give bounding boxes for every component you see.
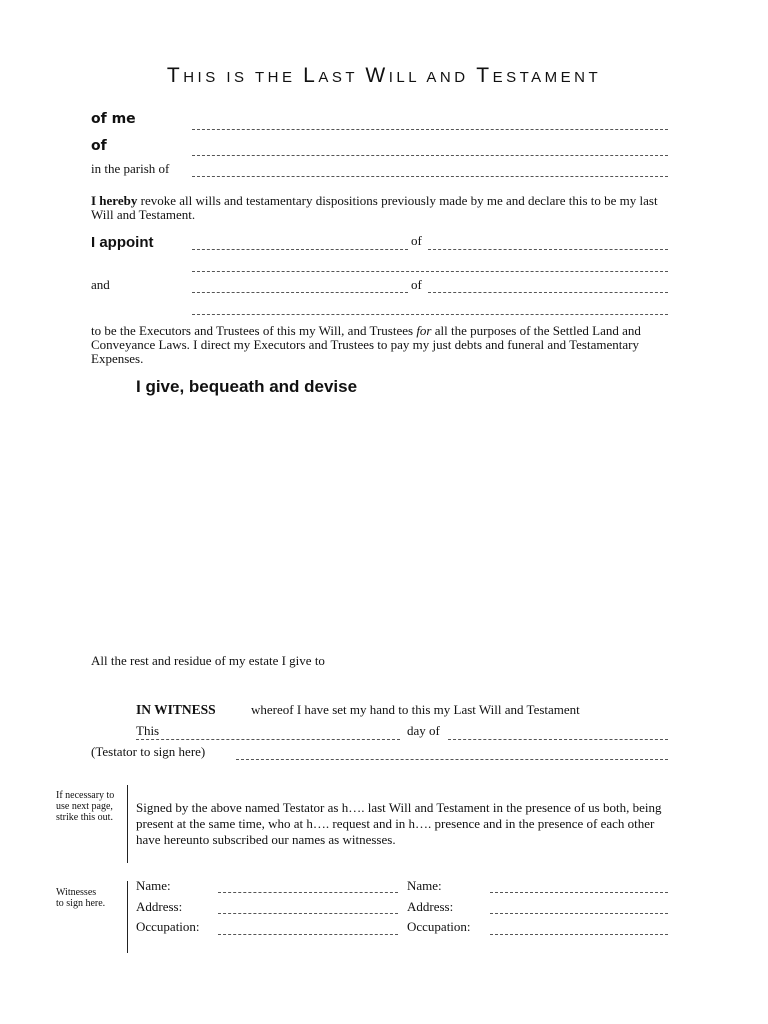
executors-paragraph xyxy=(91,324,685,366)
parish-label: in the parish of xyxy=(91,161,170,176)
month-year-line[interactable] xyxy=(448,739,668,740)
parish-line[interactable] xyxy=(192,176,668,177)
witness-2-name-label: Name: xyxy=(407,878,442,893)
witness-2-occupation-label: Occupation: xyxy=(407,919,471,934)
attestation-clause: Signed by the above named Testator as h…. last Will and Testament in the presence of us both, being present at the same time, who at h…. request and in h…. presence and in the presence of each other have hereunto subscribed our names as witnesses. xyxy=(136,800,662,847)
executor-2-of-label: of xyxy=(411,277,422,292)
revocation-text: revoke all wills and testamentary dispositions previously made by me and declare this to be my last Will and Testament. xyxy=(91,193,658,222)
of-me-label: of me xyxy=(91,111,136,127)
executors-text-2: all the purposes of the Settled Land and Conveyance Laws. I direct my Executors and Trustees to pay my just debts and funeral and Testamentary Expenses. xyxy=(91,323,641,366)
executor-1-name-line[interactable] xyxy=(192,249,408,250)
title-word: ESTAMENT xyxy=(492,69,602,86)
title-word: AND xyxy=(426,69,469,86)
day-of-label: day of xyxy=(407,723,440,738)
bequeath-heading: I give, bequeath and devise xyxy=(136,377,358,396)
day-line[interactable] xyxy=(136,739,400,740)
testator-name-line[interactable] xyxy=(192,129,668,130)
title-word: AST xyxy=(318,69,358,86)
this-label: This xyxy=(136,723,160,738)
in-witness-lead: IN WITNESS xyxy=(136,702,216,717)
margin-rule xyxy=(127,881,128,953)
title-word: ILL xyxy=(388,69,420,86)
margin-rule xyxy=(127,785,128,863)
document-title xyxy=(0,64,768,88)
in-witness-text: whereof I have set my hand to this my Last Will and Testament xyxy=(251,702,580,717)
of-label: of xyxy=(91,138,107,154)
witness-2-address-line[interactable] xyxy=(490,913,668,914)
witness-1-occupation-label: Occupation: xyxy=(136,919,200,934)
appoint-label: I appoint xyxy=(91,234,154,251)
bequest-writing-area[interactable] xyxy=(91,405,681,640)
witness-1-occupation-line[interactable] xyxy=(218,934,398,935)
title-word: IS xyxy=(226,69,248,86)
strike-out-note: If necessary to use next page, strike this out. xyxy=(56,790,115,823)
title-word: THE xyxy=(254,69,296,86)
executor-2-name-line[interactable] xyxy=(192,292,408,293)
witness-2-address-label: Address: xyxy=(407,899,454,914)
executor-2-of-line[interactable] xyxy=(428,292,668,293)
executors-for: for xyxy=(416,323,432,338)
executor-2-address-line[interactable] xyxy=(192,314,668,315)
executor-1-of-label: of xyxy=(411,233,422,248)
and-label: and xyxy=(91,277,110,292)
title-word: HIS xyxy=(183,69,219,86)
witness-1-name-label: Name: xyxy=(136,878,171,893)
title-letter: W xyxy=(365,64,389,87)
title-letter: T xyxy=(166,64,184,87)
testator-address-line[interactable] xyxy=(192,155,668,156)
executor-1-address-line[interactable] xyxy=(192,271,668,272)
witness-1-name-line[interactable] xyxy=(218,892,398,893)
witness-2-occupation-line[interactable] xyxy=(490,934,668,935)
testator-sign-label: (Testator to sign here) xyxy=(91,744,206,759)
residue-writing-area[interactable] xyxy=(91,670,681,696)
residue-text: All the rest and residue of my estate I give to xyxy=(91,653,325,668)
revocation-paragraph xyxy=(91,194,683,222)
executors-text-1: to be the Executors and Trustees of this my Will, and Trustees xyxy=(91,323,417,338)
executor-1-of-line[interactable] xyxy=(428,249,668,250)
testator-signature-line[interactable] xyxy=(236,759,668,760)
witness-1-address-line[interactable] xyxy=(218,913,398,914)
witness-2-name-line[interactable] xyxy=(490,892,668,893)
hereby-lead: I hereby xyxy=(91,193,138,208)
title-letter: L xyxy=(303,64,319,87)
witnesses-note: Witnesses to sign here. xyxy=(56,887,106,909)
title-letter: T xyxy=(476,64,493,87)
witness-1-address-label: Address: xyxy=(136,899,183,914)
